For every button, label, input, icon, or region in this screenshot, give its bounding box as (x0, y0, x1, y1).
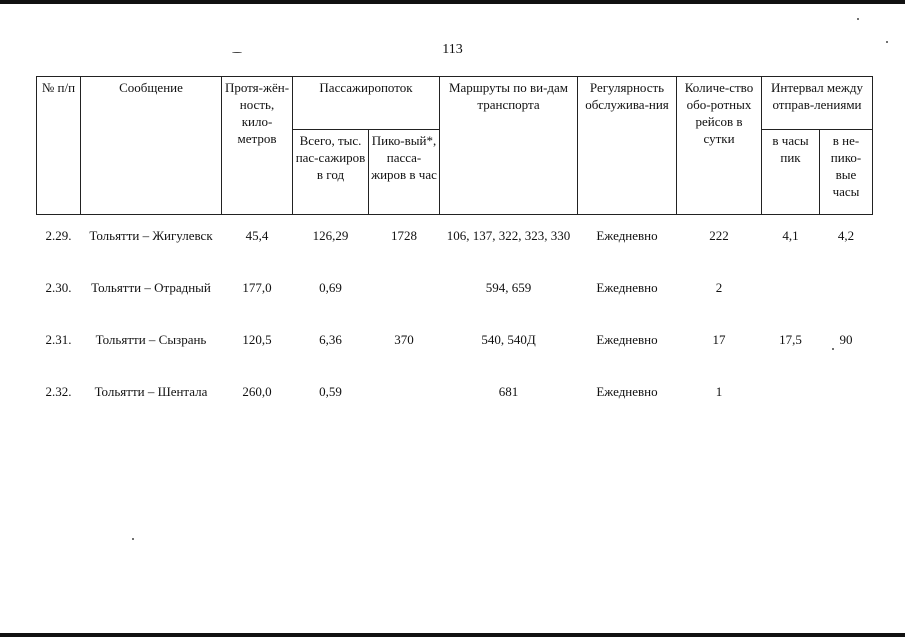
bottom-border (0, 633, 905, 637)
header-length: Протя-жён-ность, кило-метров (222, 77, 293, 215)
cell-flow-peak (369, 383, 440, 435)
cell-flow-peak: 1728 (391, 228, 417, 243)
table-row (37, 279, 873, 331)
cell-flow-total: 0,69 (319, 280, 342, 295)
cell-interval-offpeak (820, 383, 873, 435)
cell-flow-total: 126,29 (312, 228, 349, 243)
header-passenger-flow: Пассажиропоток (293, 77, 440, 130)
table-row (37, 383, 873, 435)
cell-routes: 106, 137, 322, 323, 330 (446, 228, 571, 243)
top-border (0, 0, 905, 4)
cell-regularity: Ежедневно (596, 280, 658, 295)
cell-num: 2.29. (45, 228, 72, 243)
cell-interval-peak (762, 383, 820, 435)
header-interval-peak: в часы пик (762, 130, 820, 215)
cell-num: 2.31. (45, 332, 72, 347)
scan-speck (886, 41, 888, 43)
cell-routes: 594, 659 (485, 280, 532, 295)
cell-regularity: Ежедневно (596, 384, 658, 399)
cell-route: Тольятти – Отрадный (91, 280, 211, 295)
page-number: 113 (442, 42, 463, 57)
cell-trips: 1 (715, 384, 723, 399)
cell-routes: 681 (498, 384, 519, 399)
header-flow-total: Всего, тыс. пас-сажиров в год (293, 130, 369, 215)
header-regularity: Регулярность обслужива-ния (578, 77, 677, 215)
header-routes: Маршруты по ви-дам транспорта (440, 77, 578, 215)
cell-num: 2.32. (45, 384, 72, 399)
cell-length: 260,0 (242, 384, 272, 399)
cell-length: 120,5 (242, 332, 272, 347)
header-interval: Интервал между отправ-лениями (762, 77, 873, 130)
cell-regularity: Ежедневно (596, 332, 658, 347)
cell-route: Тольятти – Сызрань (95, 332, 207, 347)
cell-flow-total: 6,36 (319, 332, 342, 347)
cell-trips: 222 (709, 228, 729, 243)
cell-trips: 17 (712, 332, 726, 347)
header-flow-peak: Пико-вый*, пасса-жиров в час (369, 130, 440, 215)
cell-interval-offpeak: 90 (839, 332, 853, 347)
cell-flow-total: 0,59 (319, 384, 342, 399)
header-num: № п/п (37, 77, 81, 215)
table-row (37, 331, 873, 383)
header-trips: Количе-ство обо-ротных рейсов в сутки (677, 77, 762, 215)
cell-num: 2.30. (45, 280, 72, 295)
cell-interval-offpeak (820, 279, 873, 331)
cell-flow-peak (369, 279, 440, 331)
table-row (37, 227, 873, 279)
cell-route: Тольятти – Жигулевск (89, 228, 213, 243)
cell-route: Тольятти – Шентала (94, 384, 208, 399)
header-route: Сообщение (81, 77, 222, 215)
transport-table (36, 76, 873, 435)
cell-interval-offpeak: 4,2 (837, 228, 855, 243)
scan-speck (232, 52, 242, 53)
cell-routes: 540, 540Д (481, 332, 536, 347)
scan-speck (857, 18, 859, 20)
cell-trips: 2 (715, 280, 723, 295)
header-interval-offpeak: в не-пико-вые часы (820, 130, 873, 215)
cell-length: 45,4 (245, 228, 269, 243)
cell-interval-peak: 4,1 (782, 228, 799, 243)
scan-speck (132, 538, 134, 540)
cell-length: 177,0 (242, 280, 272, 295)
cell-interval-peak (762, 279, 820, 331)
cell-interval-peak: 17,5 (779, 332, 802, 347)
cell-flow-peak: 370 (394, 332, 414, 347)
cell-regularity: Ежедневно (596, 228, 658, 243)
